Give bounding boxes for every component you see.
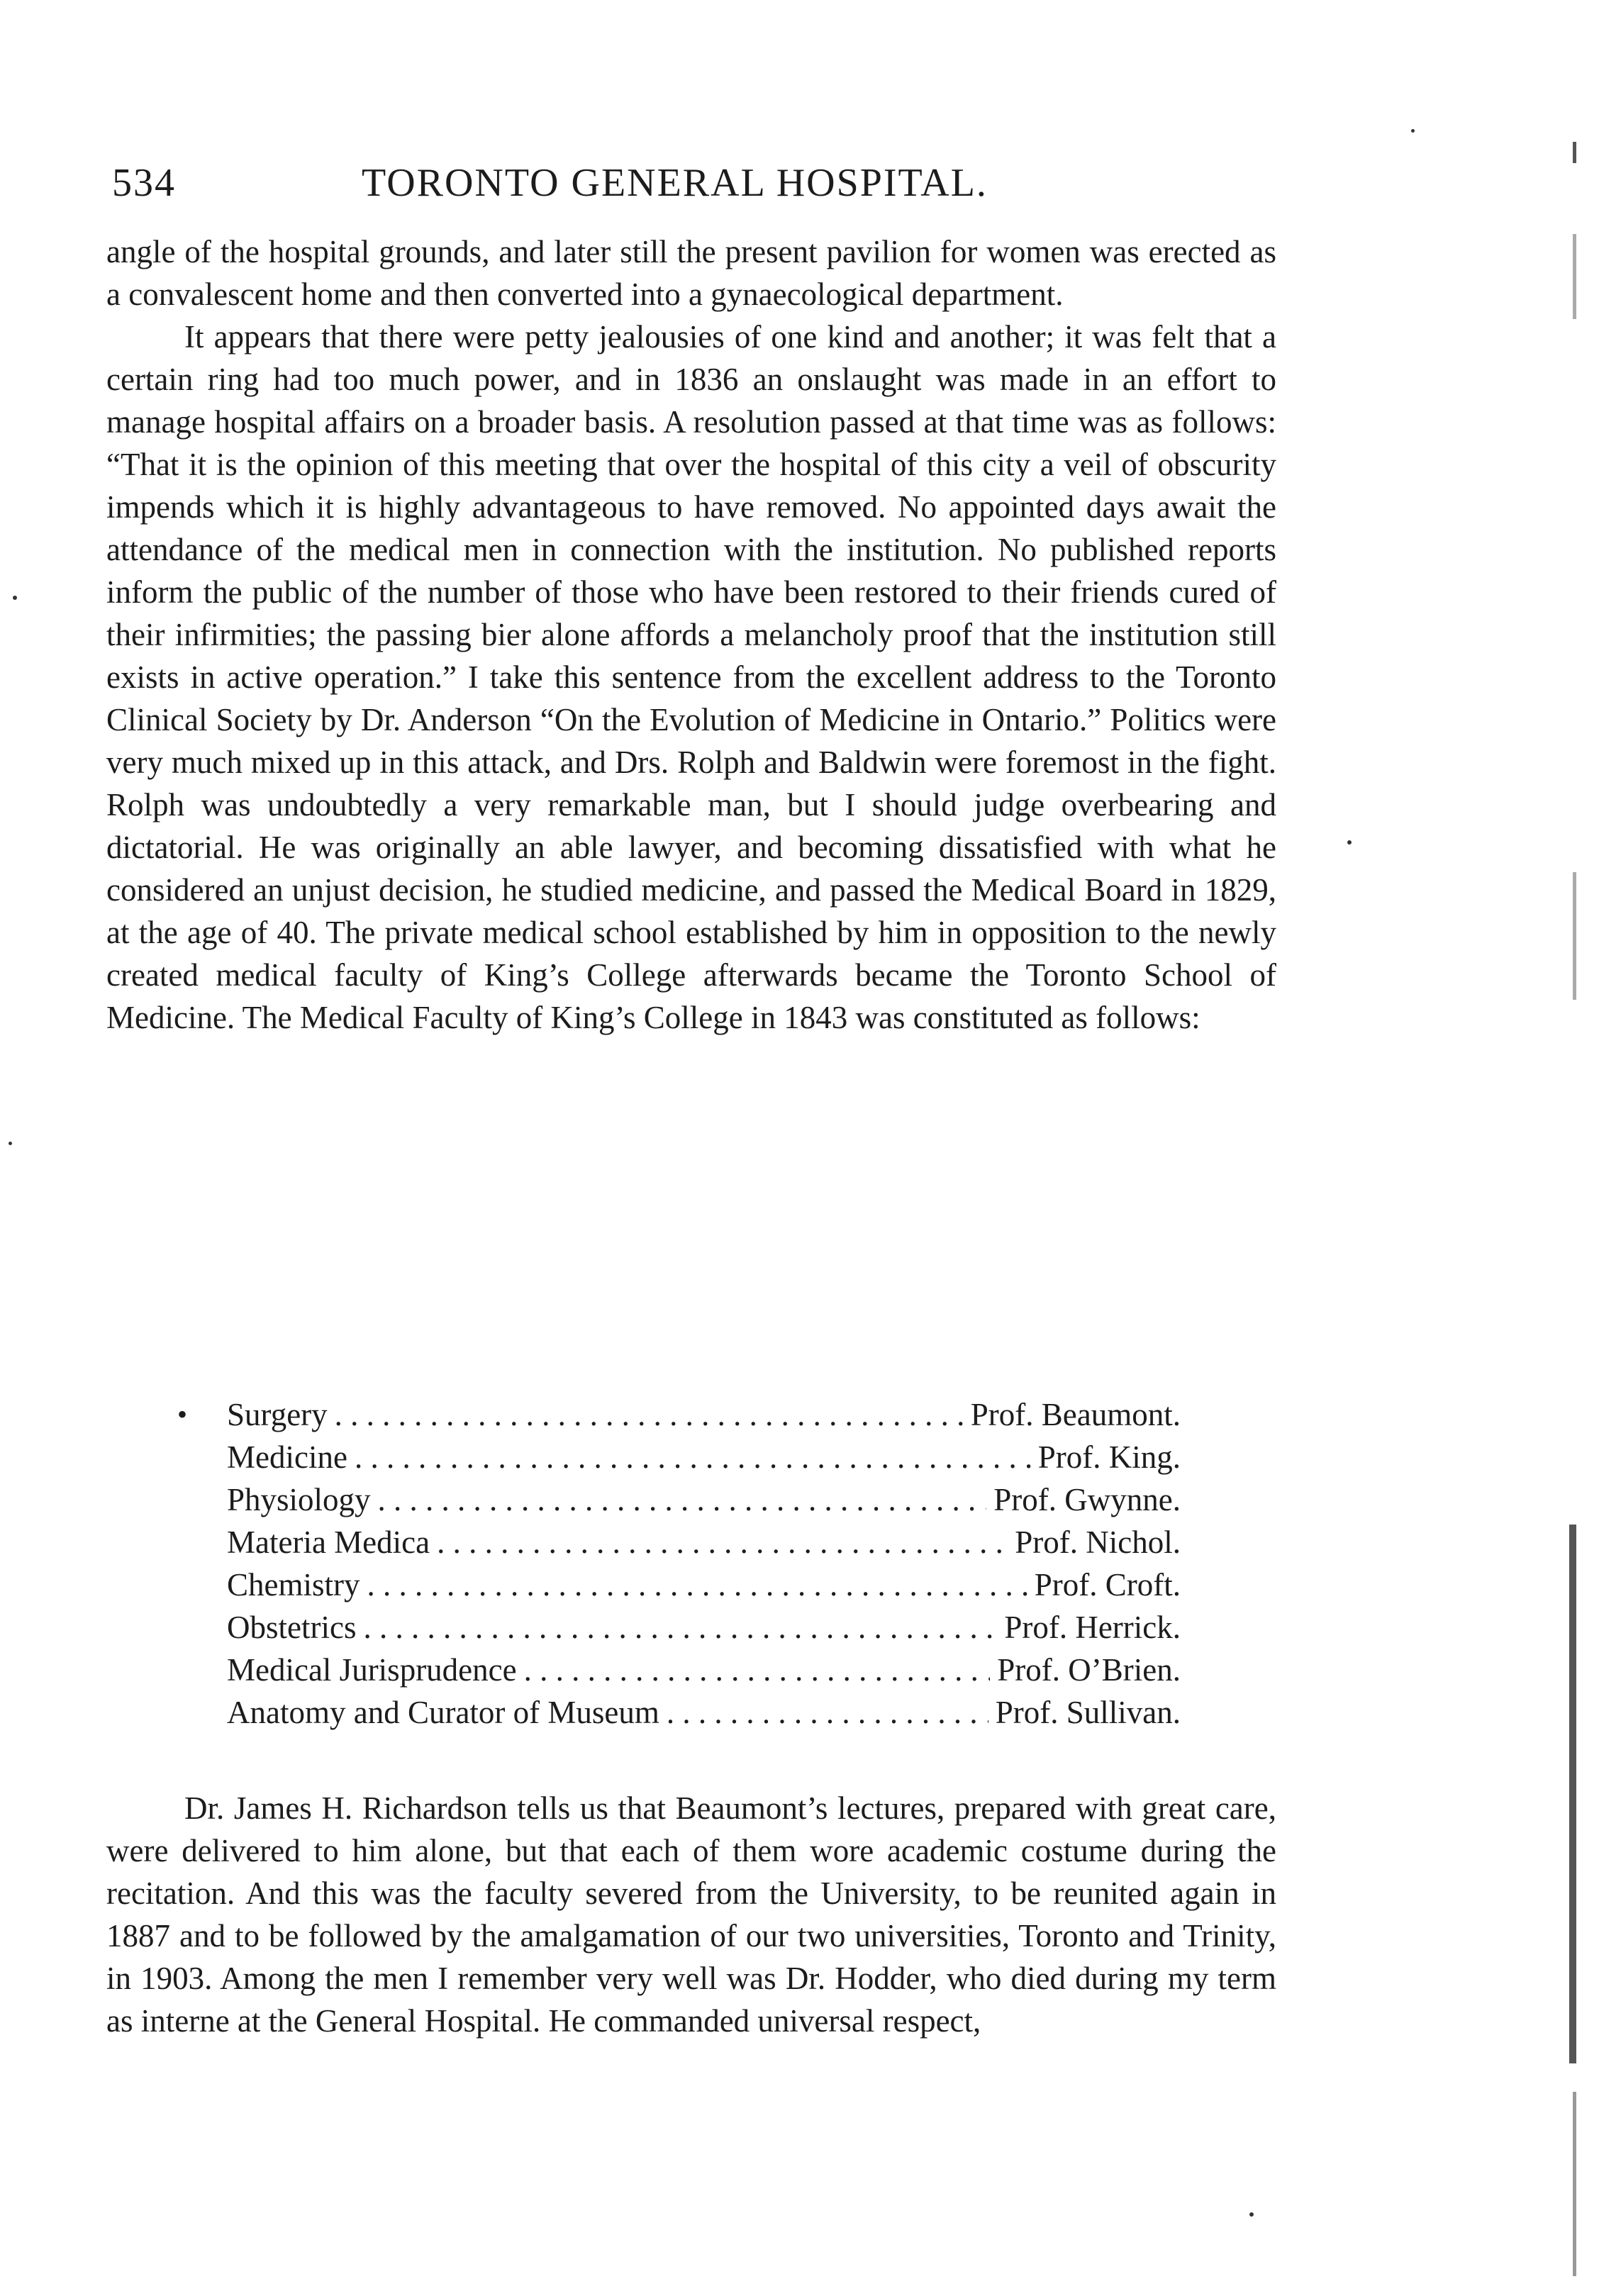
faculty-subject: Medical Jurisprudence [227, 1652, 517, 1688]
scan-speck [1347, 840, 1352, 845]
faculty-professor: Prof. Sullivan. [995, 1695, 1181, 1730]
page-number: 534 [112, 161, 176, 205]
bullet-mark: • [177, 1398, 188, 1430]
faculty-subject: Medicine [227, 1439, 347, 1475]
faculty-professor: Prof. Beaumont. [970, 1397, 1181, 1432]
faculty-row [227, 1649, 1181, 1691]
dot-leader [524, 1649, 991, 1691]
page-edge-shadow [1573, 234, 1576, 319]
faculty-subject: Physiology [227, 1482, 371, 1517]
faculty-subject: Obstetrics [227, 1610, 357, 1645]
scan-speck [13, 596, 17, 600]
paragraph-3: Dr. James H. Richardson tells us that Beaumont’s lectures, prepared with great care, were delivered to him alone, but that each of them wore academic costume during the recitation. And this was the faculty severed from the University, to be reunited again in 1887 and to be followed by the amalgamation of our two universities, Toronto and Trinity, in 1903. Among the men I remember very well was Dr. Hodder, who died during my term as interne at the General Hospital. He commanded universal respect, [106, 1790, 1276, 2039]
dot-leader [667, 1691, 988, 1734]
faculty-professor: Prof. O’Brien. [997, 1652, 1181, 1688]
faculty-row [227, 1691, 1181, 1734]
page-header [106, 155, 1276, 211]
faculty-row [227, 1521, 1181, 1564]
faculty-row [227, 1478, 1181, 1521]
faculty-professor: Prof. Croft. [1034, 1567, 1181, 1603]
faculty-professor: Prof. Herrick. [1004, 1610, 1181, 1645]
faculty-professor: Prof. King. [1037, 1439, 1181, 1475]
faculty-list [227, 1393, 1181, 1734]
body-text-bottom [106, 1787, 1276, 2042]
dot-leader [335, 1393, 964, 1436]
faculty-subject: Surgery [227, 1397, 328, 1432]
page-edge-shadow [1569, 1525, 1576, 2063]
body-text-top [106, 230, 1276, 1039]
faculty-subject: Anatomy and Curator of Museum [227, 1695, 659, 1730]
scan-speck [9, 1142, 12, 1145]
dot-leader [355, 1436, 1031, 1478]
dot-leader [378, 1478, 987, 1521]
faculty-row [227, 1606, 1181, 1649]
faculty-row [227, 1436, 1181, 1478]
faculty-professor: Prof. Nichol. [1015, 1525, 1181, 1560]
running-head: TORONTO GENERAL HOSPITAL. [362, 161, 988, 205]
scan-speck [1411, 129, 1415, 133]
page-edge-shadow [1573, 2092, 1576, 2276]
dot-leader [363, 1606, 997, 1649]
faculty-row [227, 1564, 1181, 1606]
dot-leader [437, 1521, 1008, 1564]
paragraph-2: It appears that there were petty jealousies of one kind and another; it was felt that a certain ring had too much power, and in 1836 an onslaught was made in an effort to manage hospital affairs on a broader basis. A resolution passed at that time was as follows: “That it is the opinion of this meeting that over the hospital of this city a veil of obscurity impends which it is highly advantageous to have removed. No appointed days await the attendance of the medical men in connection with the institution. No published reports inform the public of the number of those who have been restored to their friends cured of their infirmities; the passing bier alone affords a melancholy proof that the institution still exists in active operation.” I take this sentence from the excellent address to the Toronto Clinical Society by Dr. Anderson “On the Evolution of Medicine in Ontario.” Politics were very much mixed up in this attack, and Drs. Rolph and Baldwin were foremost in the fight. Rolph was undoubtedly a very remarkable man, but I should judge overbearing and dictatorial. He was originally an able lawyer, and becoming dissatisfied with what he considered an unjust decision, he studied medicine, and passed the Medical Board in 1829, at the age of 40. The private medical school established by him in opposition to the newly created medical faculty of King’s College afterwards became the Toronto School of Medicine. The Medical Faculty of King’s College in 1843 was constituted as follows: [106, 319, 1276, 1035]
scan-speck [1249, 2212, 1254, 2217]
faculty-subject: Materia Medica [227, 1525, 430, 1560]
page-edge-shadow [1573, 872, 1576, 1000]
faculty-professor: Prof. Gwynne. [993, 1482, 1181, 1517]
paragraph-1: angle of the hospital grounds, and later still the present pavilion for women was erected as a convalescent home and then converted into a gynaecological department. [106, 234, 1276, 312]
faculty-subject: Chemistry [227, 1567, 360, 1603]
page-edge-shadow [1573, 142, 1576, 163]
faculty-row [227, 1393, 1181, 1436]
dot-leader [367, 1564, 1027, 1606]
